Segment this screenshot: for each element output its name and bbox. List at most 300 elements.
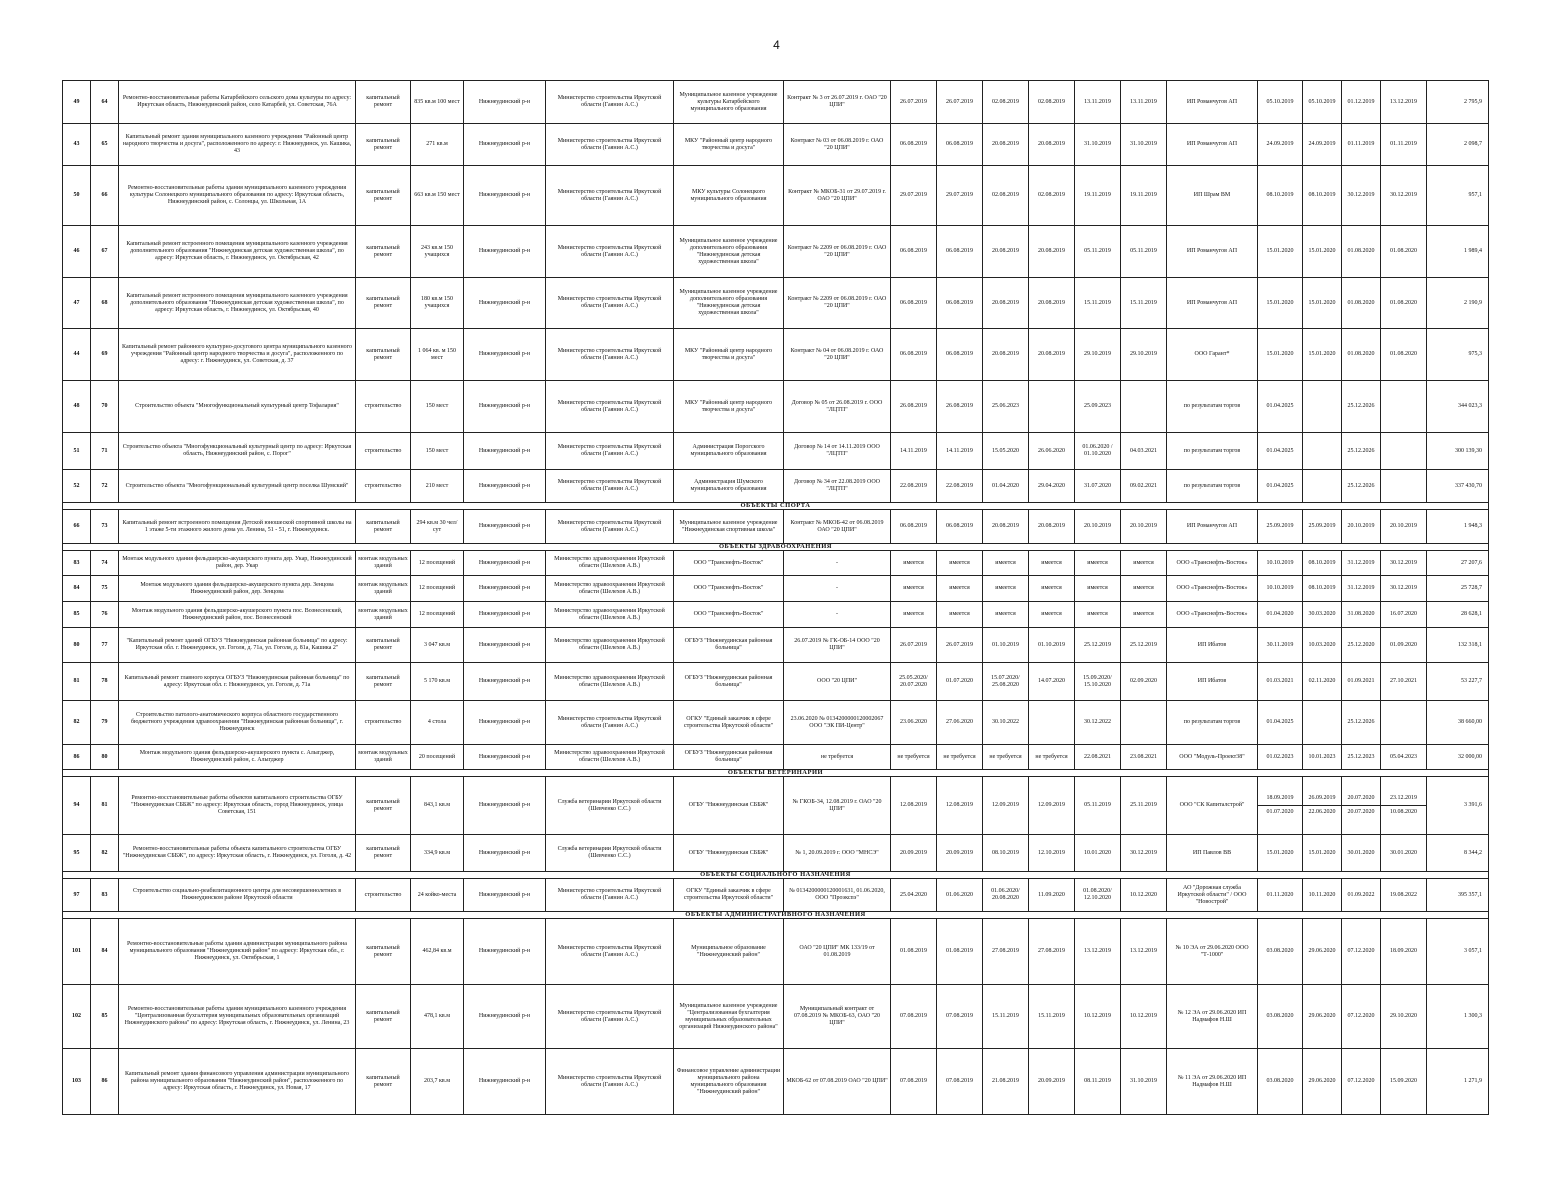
cell-sum: 38 660,00 [1427, 701, 1489, 745]
objects-table [62, 80, 1489, 1115]
cell-date-6: 31.10.2019 [1121, 1049, 1167, 1115]
cell-date-3: имеется [983, 551, 1029, 576]
cell-contract: 26.07.2019 № ГК-ОБ-14 ООО "20 ЦПИ" [784, 628, 891, 663]
cell-capacity: 843,1 кв.м [411, 777, 464, 835]
cell-sum: 975,3 [1427, 329, 1489, 381]
cell-date-5: 05.11.2019 [1075, 777, 1121, 835]
cell-date-2: 07.08.2019 [937, 1049, 983, 1115]
cell-district: Нижнеудинский р-н [464, 551, 546, 576]
cell-work-type: капитальный ремонт [356, 166, 411, 226]
cell-object-name: Ремонтно-восстановительные работы здания муниципального казенного учреждения "Централизованная бухгалтерия муниципальных образовательных организаций Нижнеудинского района" по адресу: Иркутская область, г. Нижнеудинск, ул. Ленина, 23 [119, 985, 356, 1049]
cell-contractor: по результатам торгов [1167, 433, 1258, 470]
cell-date-6: имеется [1121, 602, 1167, 628]
cell-contract: № 1, 20.09.2019 г. ООО "МНСЭ" [784, 835, 891, 872]
cell-date-1: 07.08.2019 [891, 1049, 937, 1115]
cell-work-type: капитальный ремонт [356, 777, 411, 835]
cell-date-6: 05.11.2019 [1121, 226, 1167, 278]
cell-date-4: 01.10.2019 [1029, 628, 1075, 663]
cell-contract: - [784, 576, 891, 602]
cell-capacity: 3 047 кв.м [411, 628, 464, 663]
cell-date-8 [1303, 777, 1342, 835]
cell-object-name: Ремонтно-восстановительные работы объекта капитального строительства ОГБУ "Нижнеудинская СББЖ", по адресу: Иркутская область, г. Нижнеудинск, ул. Гоголя, д. 42 [119, 835, 356, 872]
cell-date-3: 30.10.2022 [983, 701, 1029, 745]
cell-object-name: Ремонтно-восстановительные работы здания муниципального казенного учреждения культуры Солонецкого муниципального образования по адресу: Иркутская область, Нижнеудинский район, с. Солонцы, ул. Школьная, 1А [119, 166, 356, 226]
cell-work-type: капитальный ремонт [356, 124, 411, 166]
cell-ordinal-b: 67 [91, 226, 119, 278]
cell-date-4: 27.08.2019 [1029, 919, 1075, 985]
cell-date-2: 26.07.2019 [937, 628, 983, 663]
cell-date-5: 10.12.2019 [1075, 985, 1121, 1049]
cell-object-name: Ремонтно-восстановительные работы Катарбейского сельского дома культуры по адресу: Иркутская область, Нижнеудинский район, село Катарбей, ул. Советская, 76А [119, 81, 356, 124]
cell-date-8: 29.06.2020 [1303, 919, 1342, 985]
cell-date-2: имеется [937, 602, 983, 628]
cell-ordinal-a: 49 [63, 81, 91, 124]
cell-date-5: 05.11.2019 [1075, 226, 1121, 278]
cell-date-2: 06.08.2019 [937, 124, 983, 166]
cell-date-7: 01.04.2025 [1258, 381, 1303, 433]
cell-date-1: 23.06.2020 [891, 701, 937, 745]
cell-date-6: 04.03.2021 [1121, 433, 1167, 470]
cell-customer: ОГБУ "Нижнеудинская СББЖ" [674, 835, 784, 872]
cell-date-9: 01.09.2022 [1342, 879, 1381, 912]
cell-contractor: ООО «Транснефть-Восток» [1167, 576, 1258, 602]
cell-date-3: 20.08.2019 [983, 124, 1029, 166]
cell-ministry: Министерство здравоохранения Иркутской области (Шелехов А.В.) [546, 551, 674, 576]
cell-contractor: № 10 ЭА от 29.06.2020 ООО "Т-1000" [1167, 919, 1258, 985]
cell-date-7: 15.01.2020 [1258, 226, 1303, 278]
cell-district: Нижнеудинский р-н [464, 166, 546, 226]
cell-date-8 [1303, 433, 1342, 470]
cell-date-6: 19.11.2019 [1121, 166, 1167, 226]
cell-value: 20.07.2020 [1347, 795, 1375, 801]
cell-sum: 1 948,3 [1427, 510, 1489, 544]
cell-object-name: Монтаж модульного здания фельдшерско-акушерского пункта дер. Зенцова Нижнеудинский район, дер. Зенцова [119, 576, 356, 602]
cell-date-6 [1121, 381, 1167, 433]
cell-date-6: 30.12.2019 [1121, 835, 1167, 872]
cell-ministry: Министерство здравоохранения Иркутской области (Шелехов А.В.) [546, 602, 674, 628]
cell-date-8: 15.01.2020 [1303, 835, 1342, 872]
cell-work-type: капитальный ремонт [356, 81, 411, 124]
cell-contract: Договор № 05 от 26.08.2019 г. ООО "ЛЦТП" [784, 381, 891, 433]
cell-date-8: 29.06.2020 [1303, 1049, 1342, 1115]
cell-date-1: 06.08.2019 [891, 329, 937, 381]
cell-ordinal-b: 75 [91, 576, 119, 602]
cell-sum: 957,1 [1427, 166, 1489, 226]
cell-date-10: 18.09.2020 [1381, 919, 1427, 985]
cell-ordinal-a: 102 [63, 985, 91, 1049]
cell-date-4: 20.08.2019 [1029, 329, 1075, 381]
cell-date-6: 10.12.2019 [1121, 985, 1167, 1049]
cell-contract: МКОБ-62 от 07.08.2019 ОАО "20 ЦПИ" [784, 1049, 891, 1115]
cell-date-8: 10.03.2020 [1303, 628, 1342, 663]
cell-contractor: по результатам торгов [1167, 381, 1258, 433]
cell-date-8: 29.06.2020 [1303, 985, 1342, 1049]
cell-work-type: строительство [356, 381, 411, 433]
cell-date-1: имеется [891, 602, 937, 628]
cell-date-8: 08.10.2019 [1303, 576, 1342, 602]
cell-date-3: 08.10.2019 [983, 835, 1029, 872]
cell-date-6: 13.12.2019 [1121, 919, 1167, 985]
cell-date-3: 20.08.2019 [983, 510, 1029, 544]
cell-ordinal-a: 95 [63, 835, 91, 872]
cell-contract: ООО "20 ЦПИ" [784, 663, 891, 701]
cell-date-10: 19.08.2022 [1381, 879, 1427, 912]
cell-date-6: имеется [1121, 551, 1167, 576]
cell-date-6: 20.10.2019 [1121, 510, 1167, 544]
cell-date-4: 14.07.2020 [1029, 663, 1075, 701]
table-row [63, 835, 1489, 872]
cell-sum: 1 300,3 [1427, 985, 1489, 1049]
cell-ordinal-a: 52 [63, 470, 91, 503]
cell-date-7: 01.04.2025 [1258, 701, 1303, 745]
cell-date-10: 30.12.2019 [1381, 576, 1427, 602]
table-row [63, 745, 1489, 770]
cell-date-6: 25.12.2019 [1121, 628, 1167, 663]
cell-object-name: Ремонтно-восстановительные работы здания администрации муниципального района муниципального образования "Нижнеудинский район" по адресу: Иркутская обл., г. Нижнеудинск, ул. Октябрьская, 1 [119, 919, 356, 985]
cell-date-6: имеется [1121, 576, 1167, 602]
cell-ministry: Министерство строительства Иркутской области (Гаянин А.С.) [546, 226, 674, 278]
cell-district: Нижнеудинский р-н [464, 433, 546, 470]
cell-district: Нижнеудинский р-н [464, 226, 546, 278]
cell-date-1: имеется [891, 576, 937, 602]
cell-date-3: имеется [983, 576, 1029, 602]
cell-contractor: ИП Романчугов АП [1167, 124, 1258, 166]
cell-date-4: 20.08.2019 [1029, 124, 1075, 166]
cell-date-8: 30.03.2020 [1303, 602, 1342, 628]
cell-date-1: имеется [891, 551, 937, 576]
cell-date-9: 01.08.2020 [1342, 278, 1381, 329]
cell-object-name: Капитальный ремонт встроенного помещения муниципального казенного учреждения дополнительного образования "Нижнеудинская детская художественная школа", по адресу: Иркутская область, г. Нижнеудинск, ул. Октябрьская, 40 [119, 278, 356, 329]
cell-customer: Администрация Порогского муниципального образования [674, 433, 784, 470]
section-header [63, 770, 1489, 777]
cell-object-name: Капитальный ремонт главного корпуса ОГБУЗ "Нижнеудинская районная больница" по адресу: Иркутская обл. г. Нижнеудинск, ул. Гоголя, д. 71а [119, 663, 356, 701]
cell-contractor: ИП Романчугов АП [1167, 226, 1258, 278]
cell-date-8 [1303, 701, 1342, 745]
cell-sum: 2 795,9 [1427, 81, 1489, 124]
cell-object-name: Строительство объекта "Многофункциональный культурный центр Тофалария" [119, 381, 356, 433]
cell-date-10 [1381, 381, 1427, 433]
cell-date-1: 25.05.2020/ 20.07.2020 [891, 663, 937, 701]
cell-ordinal-b: 83 [91, 879, 119, 912]
cell-contractor: ИП Павлов ВВ [1167, 835, 1258, 872]
cell-date-4: имеется [1029, 576, 1075, 602]
section-title: ОБЪЕКТЫ СПОРТА [63, 503, 1489, 510]
cell-contract: - [784, 602, 891, 628]
cell-date-7: 01.04.2025 [1258, 433, 1303, 470]
cell-sum: 3 057,1 [1427, 919, 1489, 985]
cell-sum: 344 023,3 [1427, 381, 1489, 433]
cell-date-1: 26.07.2019 [891, 81, 937, 124]
cell-date-1: 06.08.2019 [891, 226, 937, 278]
cell-date-10: 01.09.2020 [1381, 628, 1427, 663]
cell-date-4: 11.09.2020 [1029, 879, 1075, 912]
cell-ministry: Министерство здравоохранения Иркутской области (Шелехов А.В.) [546, 628, 674, 663]
cell-capacity: 24 койко-места [411, 879, 464, 912]
cell-customer: Муниципальное казенное учреждение "Централизованная бухгалтерия муниципальных образовательных организаций Нижнеудинского района" [674, 985, 784, 1049]
cell-customer: ОГБУ "Нижнеудинская СББЖ" [674, 777, 784, 835]
cell-contract: Контракт № 2209 от 06.08.2019 г. ОАО "20 ЦПИ" [784, 226, 891, 278]
table-row [63, 628, 1489, 663]
cell-date-3: 21.08.2019 [983, 1049, 1029, 1115]
cell-ordinal-a: 103 [63, 1049, 91, 1115]
cell-date-7: 24.09.2019 [1258, 124, 1303, 166]
cell-date-5: 31.07.2020 [1075, 470, 1121, 503]
cell-ordinal-b: 80 [91, 745, 119, 770]
cell-ordinal-a: 44 [63, 329, 91, 381]
table-row [63, 879, 1489, 912]
cell-object-name: Капитальный ремонт здания муниципального казенного учреждения "Районный центр народного творчества и досуга", расположенного по адресу: г. Нижнеудинск, ул. Кашика, 43 [119, 124, 356, 166]
table-row [63, 329, 1489, 381]
cell-sum: 3 391,6 [1427, 777, 1489, 835]
cell-contract: не требуется [784, 745, 891, 770]
cell-date-4: 20.09.2019 [1029, 1049, 1075, 1115]
cell-date-10 [1381, 470, 1427, 503]
cell-date-7: 01.02.2023 [1258, 745, 1303, 770]
cell-date-2: 29.07.2019 [937, 166, 983, 226]
cell-date-5: 10.01.2020 [1075, 835, 1121, 872]
cell-value: 23.12.2019 [1390, 795, 1417, 801]
cell-date-5: 29.10.2019 [1075, 329, 1121, 381]
cell-date-1: 26.08.2019 [891, 381, 937, 433]
cell-date-5: 25.12.2019 [1075, 628, 1121, 663]
cell-ordinal-b: 84 [91, 919, 119, 985]
cell-capacity: 294 кв.м 30 чел/сут [411, 510, 464, 544]
cell-value: 10.08.2020 [1381, 805, 1426, 816]
cell-sum: 1 989,4 [1427, 226, 1489, 278]
cell-object-name: Монтаж модульного здания фельдшерско-акушерского пункта пос. Вознесенский, Нижнеудинский район, пос. Вознесенский [119, 602, 356, 628]
cell-date-8 [1303, 470, 1342, 503]
cell-date-2: 14.11.2019 [937, 433, 983, 470]
cell-ordinal-a: 43 [63, 124, 91, 166]
cell-date-10: 30.12.2019 [1381, 551, 1427, 576]
cell-customer: МКУ "Районный центр народного творчества и досуга" [674, 381, 784, 433]
cell-date-1: 07.08.2019 [891, 985, 937, 1049]
cell-ministry: Министерство строительства Иркутской области (Гаянин А.С.) [546, 701, 674, 745]
cell-ministry: Министерство строительства Иркутской области (Гаянин А.С.) [546, 278, 674, 329]
cell-sum: 53 227,7 [1427, 663, 1489, 701]
cell-date-2: имеется [937, 551, 983, 576]
cell-capacity: 12 посещений [411, 602, 464, 628]
cell-date-9: 25.12.2023 [1342, 745, 1381, 770]
cell-customer: ООО "Транснефть-Восток" [674, 551, 784, 576]
cell-capacity: 478,1 кв.м [411, 985, 464, 1049]
cell-ordinal-a: 82 [63, 701, 91, 745]
cell-date-7: 15.01.2020 [1258, 278, 1303, 329]
cell-work-type: монтаж модульных зданий [356, 745, 411, 770]
table-row [63, 433, 1489, 470]
cell-date-4: 26.06.2020 [1029, 433, 1075, 470]
cell-date-9: 30.12.2019 [1342, 166, 1381, 226]
cell-date-7: 15.01.2020 [1258, 329, 1303, 381]
cell-ministry: Министерство строительства Иркутской области (Гаянин А.С.) [546, 166, 674, 226]
cell-date-8: 15.01.2020 [1303, 278, 1342, 329]
cell-work-type: монтаж модульных зданий [356, 602, 411, 628]
table-row [63, 81, 1489, 124]
cell-date-10: 15.09.2020 [1381, 1049, 1427, 1115]
cell-capacity: 180 кв.м 150 учащихся [411, 278, 464, 329]
table-row [63, 701, 1489, 745]
table-row [63, 663, 1489, 701]
cell-contract: Контракт № 3 от 26.07.2019 г. ОАО "20 ЦПИ" [784, 81, 891, 124]
table-body [63, 81, 1489, 1115]
section-header [63, 503, 1489, 510]
cell-date-4: 20.08.2019 [1029, 226, 1075, 278]
cell-date-9: 07.12.2020 [1342, 985, 1381, 1049]
cell-date-5: 25.09.2023 [1075, 381, 1121, 433]
cell-contract: Контракт № 04 от 06.08.2019 г. ОАО "20 ЦПИ" [784, 329, 891, 381]
cell-ordinal-a: 84 [63, 576, 91, 602]
cell-work-type: капитальный ремонт [356, 329, 411, 381]
cell-date-3: 15.11.2019 [983, 985, 1029, 1049]
cell-date-9: 01.09.2021 [1342, 663, 1381, 701]
cell-value: 20.07.2020 [1342, 805, 1380, 816]
cell-object-name: Монтаж модульного здания фельдшерско-акушерского пункта с. Алыгджер, Нижнеудинский район, с. Алыгджер [119, 745, 356, 770]
cell-work-type: строительство [356, 433, 411, 470]
cell-date-10 [1381, 433, 1427, 470]
cell-capacity: 150 мест [411, 433, 464, 470]
cell-capacity: 271 кв.м [411, 124, 464, 166]
cell-district: Нижнеудинский р-н [464, 701, 546, 745]
cell-capacity: 243 кв.м 150 учащихся [411, 226, 464, 278]
cell-work-type: капитальный ремонт [356, 919, 411, 985]
cell-capacity: 462,84 кв.м [411, 919, 464, 985]
cell-sum: 8 344,2 [1427, 835, 1489, 872]
table-row [63, 226, 1489, 278]
cell-date-7: 30.11.2019 [1258, 628, 1303, 663]
cell-capacity: 663 кв.м 150 мест [411, 166, 464, 226]
cell-customer: МКУ "Районный центр народного творчества и досуга" [674, 124, 784, 166]
cell-date-2: 12.08.2019 [937, 777, 983, 835]
cell-date-1: 25.04.2020 [891, 879, 937, 912]
cell-capacity: 334,9 кв.м [411, 835, 464, 872]
cell-customer: МКУ "Районный центр народного творчества и досуга" [674, 329, 784, 381]
cell-date-2: 20.09.2019 [937, 835, 983, 872]
cell-contractor: ООО "СК Капиталстрой" [1167, 777, 1258, 835]
cell-ordinal-a: 80 [63, 628, 91, 663]
cell-capacity: 203,7 кв.м [411, 1049, 464, 1115]
cell-capacity: 835 кв.м 100 мест [411, 81, 464, 124]
cell-date-10 [1381, 701, 1427, 745]
cell-district: Нижнеудинский р-н [464, 1049, 546, 1115]
cell-contract: - [784, 551, 891, 576]
cell-date-5: 13.12.2019 [1075, 919, 1121, 985]
cell-date-9: 31.12.2019 [1342, 576, 1381, 602]
cell-customer: Муниципальное образование "Нижнеудинский район" [674, 919, 784, 985]
cell-district: Нижнеудинский р-н [464, 329, 546, 381]
cell-date-8: 25.09.2019 [1303, 510, 1342, 544]
cell-capacity: 5 170 кв.м [411, 663, 464, 701]
cell-ordinal-b: 85 [91, 985, 119, 1049]
cell-sum: 337 430,70 [1427, 470, 1489, 503]
cell-date-3: 20.08.2019 [983, 226, 1029, 278]
cell-ordinal-b: 72 [91, 470, 119, 503]
cell-district: Нижнеудинский р-н [464, 81, 546, 124]
section-header [63, 912, 1489, 919]
section-title: ОБЪЕКТЫ ЗДРАВООХРАНЕНИЯ [63, 544, 1489, 551]
cell-customer: ООО "Транснефть-Восток" [674, 602, 784, 628]
cell-ordinal-b: 71 [91, 433, 119, 470]
cell-capacity: 4 стола [411, 701, 464, 745]
cell-contractor: ИП Романчугов АП [1167, 81, 1258, 124]
cell-contract: № 0134200000120001631, 01.06.2020, ООО "Проэкспэ" [784, 879, 891, 912]
cell-date-3: имеется [983, 602, 1029, 628]
cell-capacity: 1 064 кв. м 150 мест [411, 329, 464, 381]
cell-contractor: № 12 ЭА от 29.06.2020 ИП Надмафов Н.Ш [1167, 985, 1258, 1049]
cell-date-1: 14.11.2019 [891, 433, 937, 470]
cell-date-8: 05.10.2019 [1303, 81, 1342, 124]
page-number: 4 [773, 38, 780, 52]
cell-ministry: Служба ветеринарии Иркутской области (Шевченко С.С.) [546, 777, 674, 835]
cell-date-5: 19.11.2019 [1075, 166, 1121, 226]
cell-date-3: 27.08.2019 [983, 919, 1029, 985]
cell-customer: Финансовое управление администрации муниципального района муниципального образования "Нижнеудинский район" [674, 1049, 784, 1115]
cell-object-name: Капитальный ремонт встроенного помещения Детской юношеской спортивной школы на 1 этаже 5-ти этажного жилого дома ул. Ленина, 51 - 51, г. Нижнеудинск. [119, 510, 356, 544]
cell-ordinal-a: 94 [63, 777, 91, 835]
cell-ministry: Министерство здравоохранения Иркутской области (Шелехов А.В.) [546, 663, 674, 701]
cell-date-10: 16.07.2020 [1381, 602, 1427, 628]
cell-ordinal-b: 69 [91, 329, 119, 381]
cell-contract: Контракт № 03 от 06.08.2019 г. ОАО "20 ЦПИ" [784, 124, 891, 166]
cell-ministry: Министерство строительства Иркутской области (Гаянин А.С.) [546, 381, 674, 433]
cell-customer: Муниципальное казенное учреждение культуры Катарбейского муниципального образования [674, 81, 784, 124]
cell-date-4: 02.08.2019 [1029, 166, 1075, 226]
cell-district: Нижнеудинский р-н [464, 470, 546, 503]
table-row [63, 985, 1489, 1049]
cell-date-4: 20.08.2019 [1029, 510, 1075, 544]
cell-date-1: 29.07.2019 [891, 166, 937, 226]
cell-date-9: 07.12.2020 [1342, 919, 1381, 985]
cell-contractor: ООО "Модуль-Проект38" [1167, 745, 1258, 770]
table-row [63, 551, 1489, 576]
cell-ministry: Министерство строительства Иркутской области (Гаянин А.С.) [546, 329, 674, 381]
cell-date-3: 01.04.2020 [983, 470, 1029, 503]
cell-date-8: 24.09.2019 [1303, 124, 1342, 166]
cell-customer: Муниципальное казенное учреждение "Нижнеудинская спортивная школа" [674, 510, 784, 544]
cell-date-8: 02.11.2020 [1303, 663, 1342, 701]
cell-date-5: 01.06.2020 / 01.10.2020 [1075, 433, 1121, 470]
cell-contractor: № 11 ЭА от 29.06.2020 ИП Надмафов Н.Ш [1167, 1049, 1258, 1115]
cell-object-name: Ремонтно-восстановительные работы объектов капитального строительства ОГБУ "Нижнеудинская СББЖ" по адресу: Иркутская область, город Нижнеудинск, улица Советская, 151 [119, 777, 356, 835]
cell-date-7: 03.08.2020 [1258, 985, 1303, 1049]
cell-district: Нижнеудинский р-н [464, 124, 546, 166]
cell-contractor: АО "Дорожная служба Иркутской области" / ООО "Новострой" [1167, 879, 1258, 912]
cell-date-8: 08.10.2019 [1303, 166, 1342, 226]
cell-date-10: 01.08.2020 [1381, 278, 1427, 329]
cell-ministry: Министерство строительства Иркутской области (Гаянин А.С.) [546, 919, 674, 985]
cell-date-2: 06.08.2019 [937, 278, 983, 329]
cell-date-7: 05.10.2019 [1258, 81, 1303, 124]
cell-district: Нижнеудинский р-н [464, 985, 546, 1049]
cell-ministry: Служба ветеринарии Иркутской области (Шевченко С.С.) [546, 835, 674, 872]
cell-object-name: Строительство объекта "Многофункциональный культурный центр поселка Шумский" [119, 470, 356, 503]
cell-ordinal-a: 101 [63, 919, 91, 985]
cell-date-7: 25.09.2019 [1258, 510, 1303, 544]
cell-date-8: 15.01.2020 [1303, 329, 1342, 381]
cell-date-4 [1029, 381, 1075, 433]
cell-district: Нижнеудинский р-н [464, 663, 546, 701]
cell-district: Нижнеудинский р-н [464, 628, 546, 663]
cell-object-name: Монтаж модульного здания фельдшерско-акушерского пункта дер. Укар, Нижнеудинский район, дер. Укар [119, 551, 356, 576]
cell-contractor: ООО «Транснефть-Восток» [1167, 551, 1258, 576]
cell-date-6: 15.11.2019 [1121, 278, 1167, 329]
cell-contract: ОАО "20 ЦПИ" МК 133/19 от 01.08.2019 [784, 919, 891, 985]
cell-date-9: 01.11.2019 [1342, 124, 1381, 166]
cell-contract: 23.06.2020 № 0134200000120002067 ООО "ЭК ПИ-Центр" [784, 701, 891, 745]
cell-date-6: 10.12.2020 [1121, 879, 1167, 912]
cell-date-5: 20.10.2019 [1075, 510, 1121, 544]
cell-contract: Контракт № МКОБ-42 от 06.08.2019 ОАО "20 ЦПИ" [784, 510, 891, 544]
cell-date-7: 01.03.2021 [1258, 663, 1303, 701]
